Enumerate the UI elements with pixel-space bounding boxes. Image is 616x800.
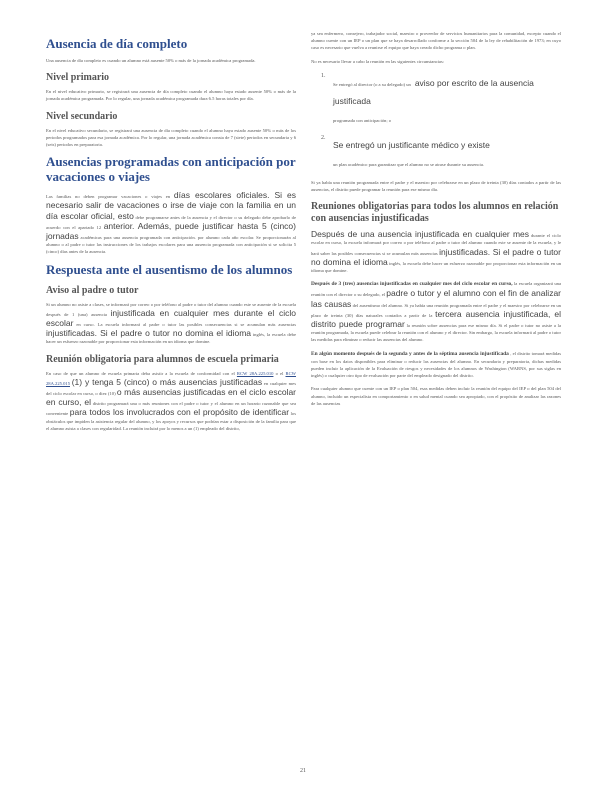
algun-bold: En algún momento después de la segunda y antes de la séptima ausencia injustificada bbox=[311, 350, 509, 357]
paragraph-aviso bbox=[46, 301, 296, 346]
link-rcw-015[interactable]: RCW 28A.225.015 bbox=[46, 370, 296, 386]
right-column bbox=[311, 30, 561, 413]
paragraph-para-cualquier: Para cualquier alumno que cuente con un IEP o plan 504, esas medidas deben incluir la reunión del equipo del IEP o del plan 504 del alumno, incluido un especialista en comportamiento o en salud mental cuando sea apropiado, con el propósito de analizar las razones de las ausencias bbox=[311, 386, 561, 406]
list-number-1: 1. bbox=[321, 72, 326, 79]
link-rcw-010[interactable]: RCW 28A.225.010 bbox=[236, 370, 274, 376]
aviso-text-4: injustificadas. Si el padre o tutor no domina el idioma bbox=[46, 328, 252, 339]
programadas-text-3: debe programarse antes de la ausencia y el director o su delegado debe aprobarlo de acuerdo con el apartado 12 bbox=[46, 214, 296, 230]
tres-text-5: la reunión sobre ausencias para ese mismo día. Si el padre o tutor no asiste a la reunión programada, la escuela puede celebrar la reunión con el alumno y el director. Sin embargo, la escuela informará al padre o tutor las medidas para eliminar o reducir las ausencias del alumno. bbox=[311, 323, 561, 343]
despues-text-2: durante el ciclo escolar en curso, la escuela informará por correo o por teléfono al padre o tutor del alumno cuando este se ausente de la escuela, y le hará saber las posibles consecuencias si se acumulan más ausencias bbox=[311, 233, 561, 256]
tres-text-3: del ausentismo del alumno. Si ya había una reunión programada entre el padre y el maestro por celebrarse en un plazo de treinta (30) días naturales contados a partir de la bbox=[311, 302, 561, 318]
heading-ausencia-dia-completo: Ausencia de día completo bbox=[46, 36, 188, 51]
reunion-text-6: los obstáculos que impiden la asistencia regular del alumno, y los apoyos y recursos que podrían estar a disposición de la familia para que el alumno asista a clases con regularidad. La reunión incluirá por lo menos a un (1) empleado del distrito, bbox=[46, 411, 297, 431]
circumstances-list bbox=[321, 73, 561, 171]
paragraph-intro: ya sea enfermero, consejero, trabajador social, maestro o proveedor de servicios humanitarios para la comunidad, excepto cuando el alumno cuente con un IEP o un plan que se haya desarrollado conforme a la sección 504 de la ley de rehabilitación de 1973; en cuyo caso es necesario que vuelva a reunirse el equipo que haya creado dicho programa o plan. bbox=[311, 31, 561, 51]
despues-text-1: Después de una ausencia injustificada en cualquier mes bbox=[311, 229, 530, 240]
aviso-text-3: en curso. La escuela informará al padre o tutor las posibles consecuencias si se acumulan más ausencias bbox=[76, 322, 297, 328]
tres-text-4: tercera ausencia injustificada, el distrito puede programar bbox=[311, 308, 561, 330]
tres-text-1: la escuela organizará una reunión con el director o su delegado, el bbox=[311, 281, 561, 298]
reunion-text-1b: (1) y tenga 5 (cinco) o más ausencias justificadas bbox=[71, 376, 263, 387]
paragraph-reunion bbox=[46, 370, 296, 432]
heading-respuesta-ausentismo: Respuesta ante el ausentismo de los alumnos bbox=[46, 261, 293, 277]
paragraph-ausencia: Una ausencia de día completo es cuando un alumno está ausente 50% o más de la jornada académica programada. bbox=[46, 58, 256, 63]
paragraph-programadas bbox=[46, 190, 296, 255]
programadas-text-2: días escolares oficiales. Si es necesario salir de vacaciones o irse de viaje con la familia en un día escolar oficial, esto bbox=[46, 190, 296, 221]
despues-text-4: inglés, la escuela debe hacer un esfuerzo razonable por proporcionar esta información en un idioma que domine. bbox=[311, 260, 562, 274]
reunion-text-5: para todos los involucrados con el propósito de identificar bbox=[69, 407, 290, 418]
li2-text-2: un plan académico para garantizar que el alumno no se atrase durante su ausencia. bbox=[333, 161, 485, 167]
paragraph-despues bbox=[311, 229, 561, 274]
list-item bbox=[321, 73, 561, 127]
programadas-text-4: anterior. Además, puede justificar hasta 5 (cinco) jornadas bbox=[46, 220, 296, 242]
aviso-text-5: inglés, la escuela debe hacer un esfuerzo razonable por proporcionar esta información en un idioma que domine. bbox=[46, 332, 297, 345]
aviso-text-2: injustificada en cualquier mes durante el ciclo escolar bbox=[46, 307, 296, 329]
paragraph-no-necesario: No es necesario llevar a cabo la reunión en las siguientes circunstancias: bbox=[311, 58, 445, 64]
li1-text-1: Se entregó al director (o a su delegado) un bbox=[333, 81, 411, 87]
subheading-aviso-padre: Aviso al padre o tutor bbox=[46, 284, 139, 296]
li1-text-3: programada con anticipación; o bbox=[333, 117, 392, 123]
reunion-text-2: en cualquier mes del ciclo escolar en curso, o diez (10) bbox=[46, 380, 296, 397]
subheading-reunion-primaria: Reunión obligatoria para alumnos de escuela primaria bbox=[46, 353, 279, 365]
subheading-reuniones-obligatorias: Reuniones obligatorias para todos los alumnos en relación con ausencias injustificadas bbox=[311, 201, 559, 225]
tres-text-2: padre o tutor y el alumno con el fin de analizar las causas bbox=[311, 288, 562, 309]
paragraph-algun-momento bbox=[311, 350, 561, 380]
reunion-text-4: distrito programará una o más reuniones con el padre o tutor y el alumno en un horario razonable que sea conveniente bbox=[46, 401, 296, 417]
paragraph-tres-ausencias bbox=[311, 280, 561, 343]
li2-text-1: Se entregó un justificante médico y existe bbox=[333, 139, 490, 150]
paragraph-primario: En el nivel educativo primario, se registrará una ausencia de día completo cuando el alumno haya estado ausente 50% o más de la jornada académica programada. Por lo regular, una jornada académica programada dura 6.5 horas totales por día. bbox=[46, 89, 296, 102]
reunion-text-3: o más ausencias justificadas en el ciclo escolar en curso, el bbox=[46, 387, 296, 408]
li1-text-2: aviso por escrito de la ausencia justificada bbox=[333, 77, 534, 106]
programadas-text-1: Las familias no deben programar vacaciones o viajes en bbox=[46, 194, 171, 200]
page-number: 21 bbox=[300, 768, 306, 774]
aviso-text-1: Si un alumno no asiste a clases, se informará por correo o por teléfono al padre o tutor del alumno cuando este se ausente de la escuela después de 1 (una) ausencia bbox=[46, 301, 296, 317]
left-column bbox=[46, 30, 296, 438]
list-number-2: 2. bbox=[321, 134, 326, 141]
paragraph-secundario: En el nivel educativo secundario, se registrará una ausencia de día completo cuando el alumno haya estado ausente 50% o más de los periodos programados para esa jornada académica. Por lo regular, una jornada académica consta de 7 (siete) periodos en secundaria y 6 (seis) periodos en preparatoria. bbox=[46, 127, 296, 148]
reunion-text-1: En caso de que un alumno de escuela primaria deba asistir a la escuela de conformidad con el bbox=[46, 370, 235, 376]
heading-ausencias-programadas: Ausencias programadas con anticipación por vacaciones o viajes bbox=[46, 154, 296, 185]
algun-text: , el distrito tomará medidas con base en los datos disponibles para eliminar o reducir las ausencias del alumno. En secundaria y preparatoria, dichas medidas pueden incluir la aplicación de la Evaluación de riesgos y necesidades de los alumnos de Washington (WARNS, por sus siglas en inglés) o cualquier otro tipo de evaluación por parte del empleado designado del distrito. bbox=[311, 350, 562, 379]
tres-bold: Después de 3 (tres) ausencias injustificadas en cualquier mes del ciclo escolar en curso, bbox=[311, 281, 513, 288]
programadas-text-5: académicas para una ausencia programada con anticipación. por alumno cada año escolar. Se proporcionarán al alumno o al padre o tutor las instrucciones de los trabajos escolares para una ausencia programada con anticipación si se solicita 5 (cinco) días antes de la ausencia. bbox=[46, 235, 296, 255]
paragraph-si-ya: Si ya había una reunión programada entre el padre y el maestro por celebrarse en un plazo de treinta (30) días contados a partir de las ausencias, el distrito puede programar la reunión para ese mismo día. bbox=[311, 179, 561, 193]
reunion-text-mid: o el bbox=[275, 370, 284, 376]
subheading-nivel-secundario: Nivel secundario bbox=[46, 110, 118, 122]
subheading-nivel-primario: Nivel primario bbox=[46, 72, 110, 84]
despues-text-3: injustificadas. Si el padre o tutor no domina el idioma bbox=[311, 246, 561, 267]
list-item bbox=[321, 135, 561, 171]
